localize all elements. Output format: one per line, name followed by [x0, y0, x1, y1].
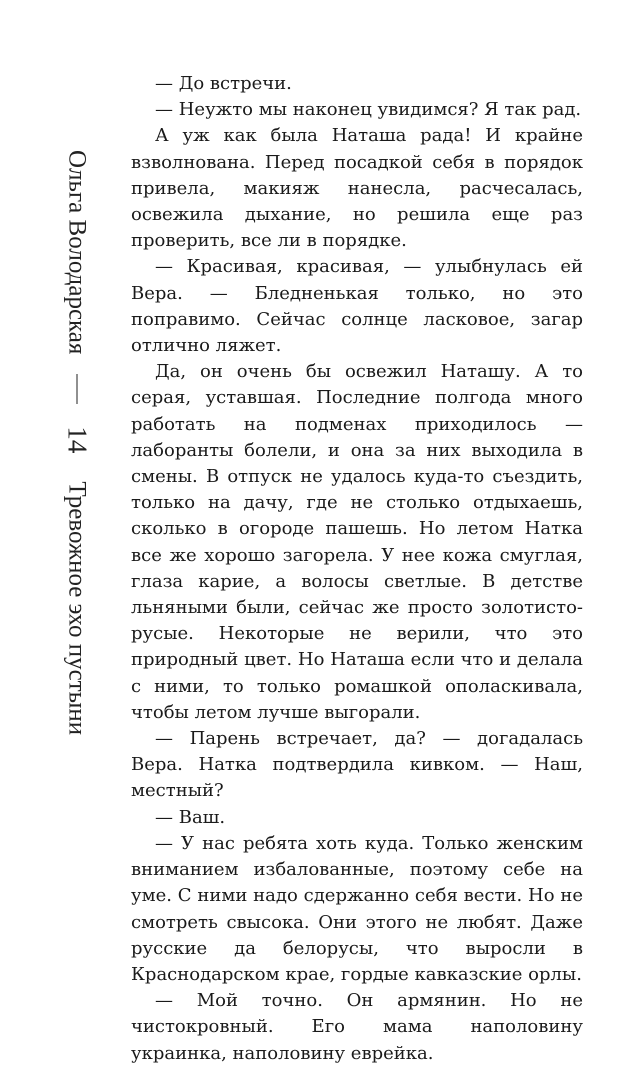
paragraph: — Красивая, красивая, — улыбнулась ей Вера. — Бледненькая только, но это поправимо. Сейчас солнце ласковое, загар отлично ляжет. — [131, 256, 583, 357]
running-header — [54, 150, 100, 880]
running-header-author: Ольга Володарская — [64, 150, 91, 355]
page-number: 14 — [62, 426, 93, 454]
running-header-book-title: Тревожное эхо пустыни — [64, 481, 91, 736]
paragraph: — Парень встречает, да? — догадалась Вера. Натка подтвердила кивком. — Наш, местный? — [131, 728, 583, 802]
paragraph: — Неужто мы наконец увидимся? Я так рад. — [155, 99, 582, 121]
paragraph: — У нас ребята хоть куда. Только женским вниманием избалованные, поэтому себе на уме. С ними надо сдержанно себя вести. Но не смотреть свысока. Они этого не любят. Даже русские да белорусы, что выросли в Краснодарском крае, гордые кавказские орлы. — [131, 832, 583, 985]
paragraph: — Ваш. — [155, 806, 226, 828]
paragraph: Да, он очень бы освежил Наташу. А то серая, уставшая. Последние полгода много работать на подменах приходилось — лаборанты болели, и она за них выходила в смены. В отпуск не удалось куда-то съездить, только на дачу, где не столько отдыхаешь, сколько в огороде пашешь. Но летом Натка все же хорошо загорела. У нее кожа смуглая, глаза карие, а волосы светлые. В детстве льняными были, сейчас же просто золотисто-русые. Некоторые не верили, что это природный цвет. Но Наташа если что и делала с ними, то только ромашкой ополаскивала, чтобы летом лучше выгорали. — [131, 361, 583, 723]
paragraph: — До встречи. — [155, 73, 292, 94]
body-text — [131, 71, 583, 1067]
running-header-divider — [77, 374, 78, 404]
paragraph: — Мой точно. Он армянин. Но не чистокровный. Его мама наполовину украинка, наполовину еврейка. — [131, 990, 583, 1064]
paragraph: А уж как была Наташа рада! И крайне взволнована. Перед посадкой себя в порядок привела, макияж нанесла, расчесалась, освежила дыхание, но решила еще раз проверить, все ли в порядке. — [131, 125, 583, 252]
